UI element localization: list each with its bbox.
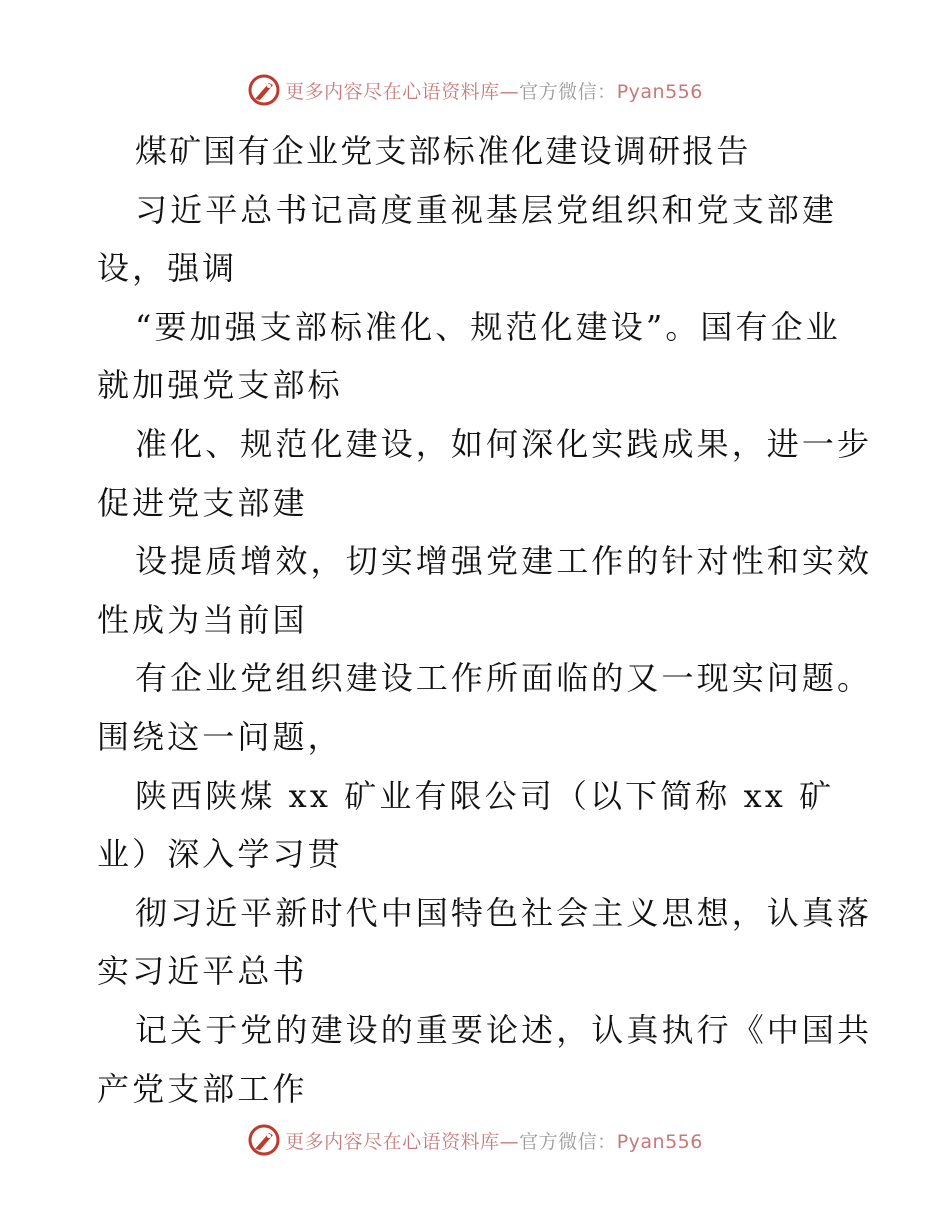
paragraph-line: 设，强调	[97, 249, 238, 288]
paragraph-line: 准化、规范化建设，如何深化实践成果，进一步	[135, 424, 873, 463]
paragraph-line: 促进党支部建	[97, 483, 308, 522]
paragraph-line: 产党支部工作	[97, 1069, 308, 1108]
paragraph-line: 实习近平总书	[97, 952, 308, 991]
paragraph-line: 围绕这一问题，	[97, 717, 343, 756]
paragraph-line: 习近平总书记高度重视基层党组织和党支部建	[135, 190, 838, 229]
header-banner-main: 更多内容尽在心语资料库	[285, 80, 500, 103]
paragraph-line: 性成为当前国	[97, 600, 308, 639]
document-title: 煤矿国有企业党支部标准化建设调研报告	[135, 132, 751, 170]
document-body	[97, 122, 873, 1118]
paragraph-line: 设提质增效，切实增强党建工作的针对性和实效	[135, 542, 873, 581]
footer-banner-wechat-label: 官方微信：	[519, 1130, 617, 1153]
header-banner-wechat-label: 官方微信：	[519, 80, 617, 103]
paragraph-line: 陕西陕煤 xx 矿业有限公司（以下简称 xx 矿	[135, 776, 835, 815]
paragraph-line: 业）深入学习贯	[97, 835, 343, 874]
footer-banner-main: 更多内容尽在心语资料库	[285, 1130, 500, 1153]
paragraph-line: 就加强党支部标	[97, 366, 343, 405]
footer-banner	[0, 1122, 950, 1158]
pen-nib-logo-icon	[247, 73, 281, 107]
pen-nib-logo-icon	[247, 1123, 281, 1157]
header-banner-dash: —	[499, 80, 520, 103]
paragraph-line: 记关于党的建设的重要论述，认真执行《中国共	[135, 1010, 873, 1049]
paragraph-line: 彻习近平新时代中国特色社会主义思想，认真落	[135, 893, 873, 932]
paragraph-line: “要加强支部标准化、规范化建设”。国有企业	[135, 307, 841, 346]
header-banner-text	[285, 77, 703, 104]
footer-banner-wechat-id: Pyan556	[616, 1130, 703, 1153]
header-banner	[0, 72, 950, 108]
footer-banner-text	[285, 1127, 703, 1154]
footer-banner-dash: —	[499, 1130, 520, 1153]
paragraph-line: 有企业党组织建设工作所面临的又一现实问题。	[135, 659, 873, 698]
header-banner-wechat-id: Pyan556	[616, 80, 703, 103]
